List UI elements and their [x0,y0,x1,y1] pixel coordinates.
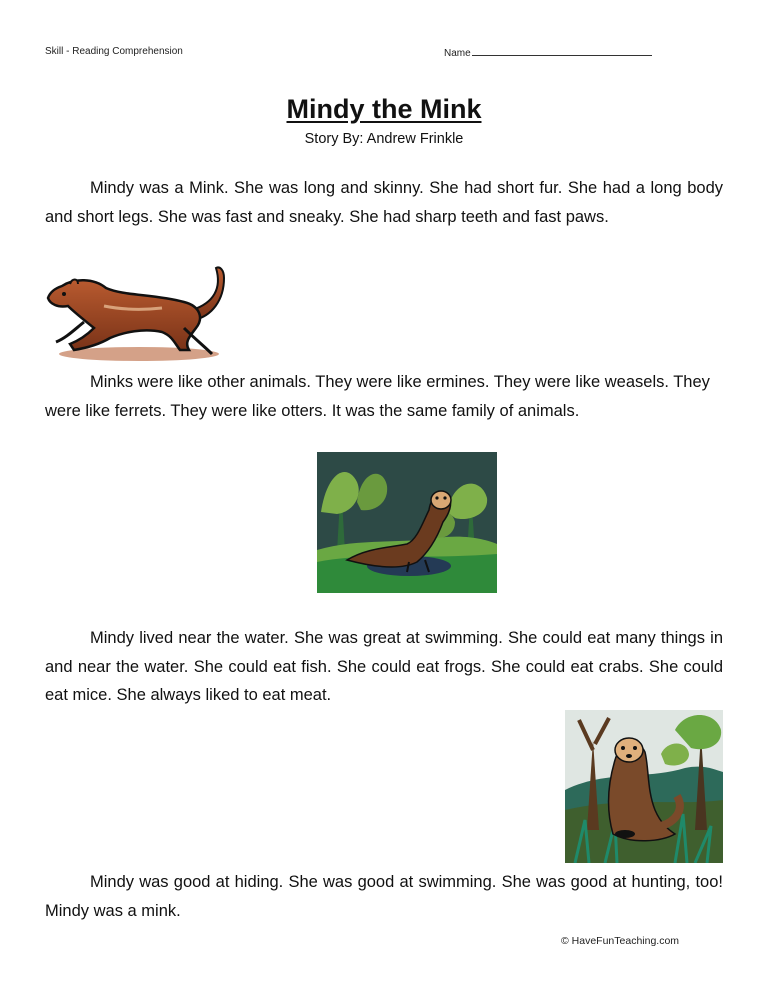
story-paragraph-2: Minks were like other animals. They were like ermines. They were like weasels. They were like ferrets. They were like otters. It was the same family of animals. [45,373,710,420]
name-label: Name [444,48,471,59]
mink-sitting-illustration [565,710,723,863]
story-byline: Story By: Andrew Frinkle [304,131,464,147]
mink-in-forest-illustration [317,452,497,593]
copyright-footer: © HaveFunTeaching.com [561,935,680,947]
story-title: Mindy the Mink [286,94,482,124]
name-blank-line[interactable] [472,46,652,56]
name-field[interactable] [444,46,652,59]
running-mink-illustration [44,258,226,364]
story-paragraph-4: Mindy was good at hiding. She was good at swimming. She was good at hunting, too! Mindy was a mink. [45,873,723,920]
story-paragraph-1: Mindy was a Mink. She was long and skinny. She had short fur. She had a long body and short legs. She was fast and sneaky. She had sharp teeth and fast paws. [45,179,723,226]
story-paragraph-3: Mindy lived near the water. She was great at swimming. She could eat many things in and near the water. She could eat fish. She could eat frogs. She could eat crabs. She could eat mice. She always liked to eat meat. [45,629,723,704]
skill-label: Skill - Reading Comprehension [45,46,183,57]
